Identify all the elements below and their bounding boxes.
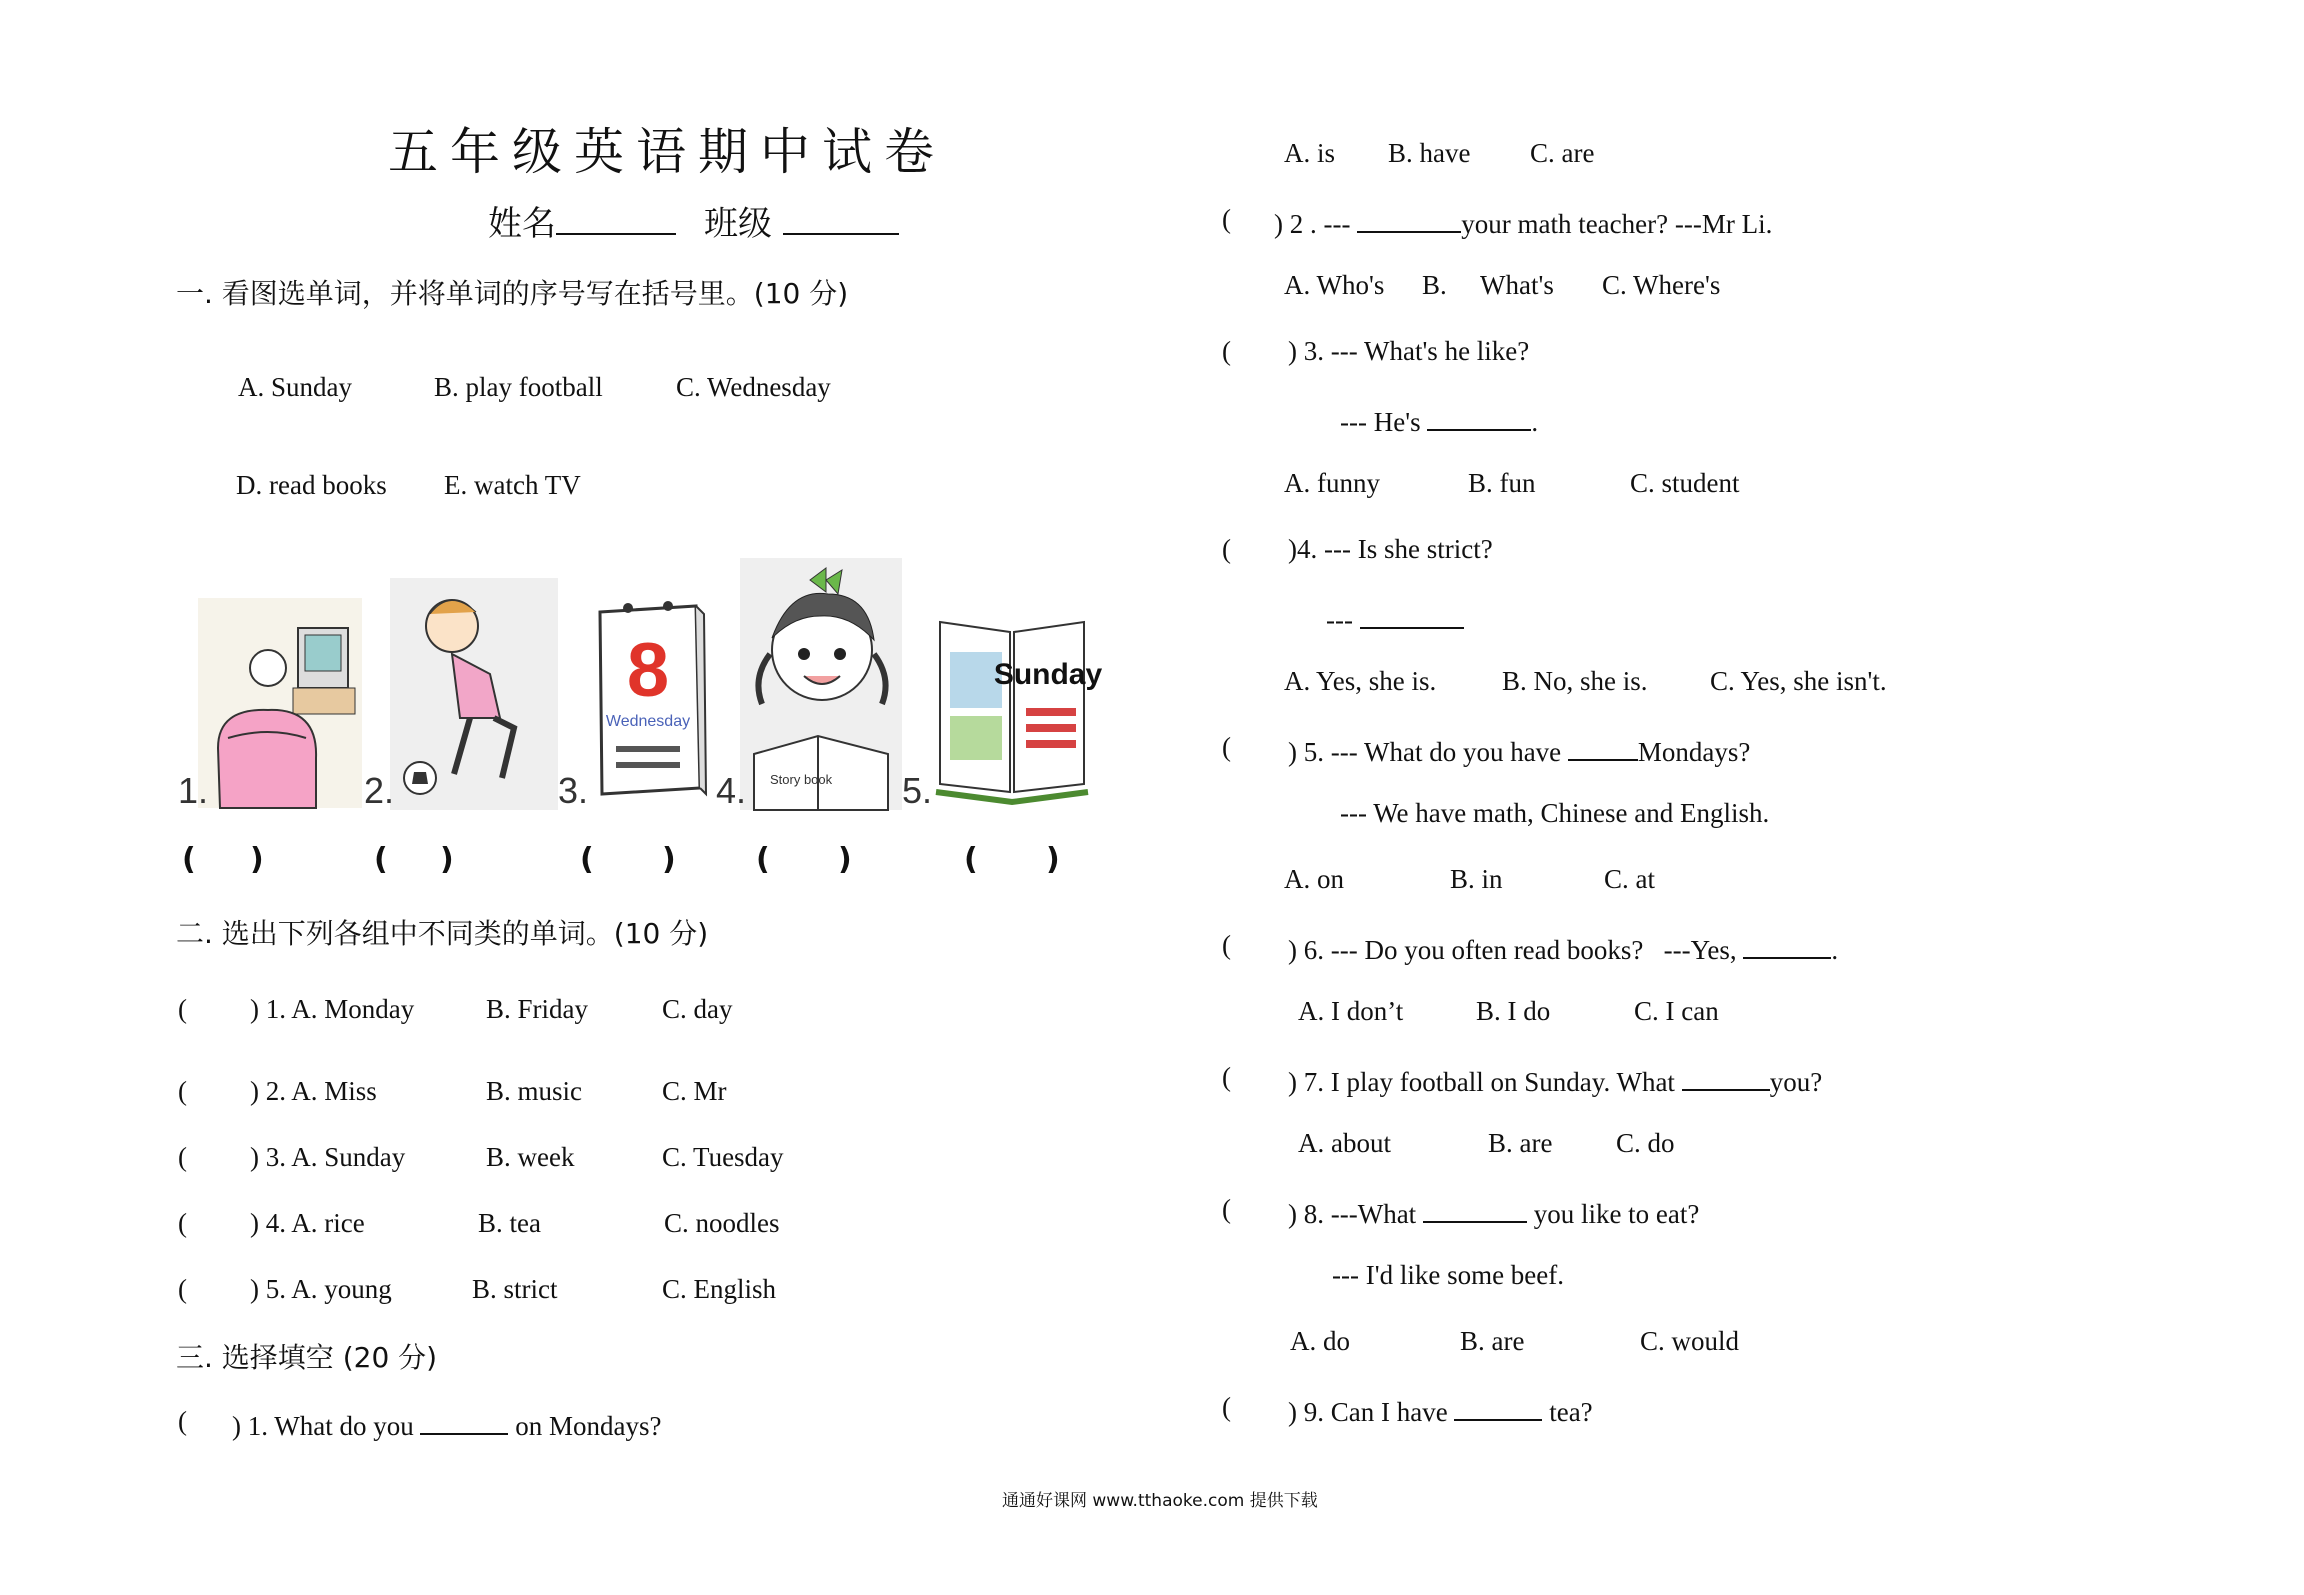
s3-q4-option-b: B. No, she is. — [1502, 666, 1648, 696]
s3-q8-paren: ( — [1222, 1194, 1231, 1224]
s3-q3-paren: ( — [1222, 336, 1231, 366]
answer-paren-4-open: ( — [756, 842, 770, 877]
s3-q9-pre: ) 9. Can I have — [1288, 1397, 1448, 1427]
option-d: D. read books — [236, 470, 387, 500]
s3-q9-paren: ( — [1222, 1392, 1231, 1422]
s2-q5-b: B. strict — [472, 1274, 558, 1304]
option-b: B. play football — [434, 372, 603, 402]
s2-q5-c: C. English — [662, 1274, 777, 1304]
play-football-picture — [390, 578, 558, 810]
s2-q1-paren: ( — [178, 994, 187, 1024]
story-book-label: Story book — [770, 772, 833, 787]
s3-q8 — [1288, 1194, 1699, 1230]
s3-q5-option-a: A. on — [1284, 864, 1344, 894]
s3-q6-option-b: B. I do — [1476, 996, 1551, 1026]
s3-q2-paren: ( — [1222, 204, 1231, 234]
s3-q9-blank[interactable] — [1454, 1392, 1542, 1421]
answer-paren-1-open: ( — [182, 842, 196, 877]
s3-q6-mid: ---Yes, — [1663, 935, 1737, 965]
section2-heading: 二. 选出下列各组中不同类的单词。(10 分) — [176, 917, 709, 950]
answer-paren-2-close: ) — [440, 842, 454, 877]
class-label: 班级 — [704, 204, 772, 244]
s3-q2-post: your math teacher? ---Mr Li. — [1461, 209, 1773, 239]
s3-q9 — [1288, 1392, 1593, 1428]
s3-q4-text: )4. --- Is she strict? — [1288, 534, 1493, 564]
s3-q2-option-c: C. Where's — [1602, 270, 1721, 300]
s3-q4-paren: ( — [1222, 534, 1231, 564]
s3-q6-blank[interactable] — [1743, 930, 1831, 959]
picture-number-2: 2. — [364, 770, 395, 811]
s3-q1-option-a: A. is — [1284, 138, 1336, 168]
s3-q6-pre: ) 6. --- Do you often read books? — [1288, 935, 1644, 965]
s2-q2-a: ) 2. A. Miss — [250, 1076, 377, 1106]
class-field — [704, 196, 899, 245]
s2-q4-b: B. tea — [478, 1208, 541, 1238]
picture-number-3: 3. — [558, 770, 589, 811]
s3-q5 — [1288, 732, 1750, 768]
answer-paren-1-close: ) — [250, 842, 264, 877]
s3-q2 — [1274, 204, 1772, 240]
answer-paren-2-open: ( — [374, 842, 388, 877]
answer-paren-5-open: ( — [964, 842, 978, 877]
s2-q5-a: ) 5. A. young — [250, 1274, 392, 1304]
s3-q5-blank[interactable] — [1568, 732, 1638, 761]
picture-number-4: 4. — [716, 770, 747, 811]
s3-q2-option-b-word: What's — [1480, 270, 1554, 300]
s3-q8-option-a: A. do — [1290, 1326, 1350, 1356]
s3-q8-post: you like to eat? — [1533, 1199, 1700, 1229]
read-books-picture — [740, 558, 902, 810]
s3-q4-option-c: C. Yes, she isn't. — [1710, 666, 1887, 696]
s3-q4-answer-pre: --- — [1326, 605, 1353, 635]
picture-number-1: 1. — [178, 770, 209, 811]
s2-q4-c: C. noodles — [664, 1208, 780, 1238]
watch-tv-picture — [198, 598, 362, 808]
s3-q7-blank[interactable] — [1682, 1062, 1770, 1091]
option-a: A. Sunday — [238, 372, 352, 402]
name-label: 姓名 — [488, 204, 556, 244]
class-blank[interactable] — [783, 199, 899, 235]
s2-q3-paren: ( — [178, 1142, 187, 1172]
answer-paren-3-open: ( — [580, 842, 594, 877]
s3-q5-pre: ) 5. --- What do you have — [1288, 737, 1562, 767]
option-e: E. watch TV — [444, 470, 581, 500]
s3-q6-option-a: A. I don’t — [1298, 996, 1404, 1026]
calendar-number: 8 — [626, 628, 670, 713]
page-title: 五年级英语期中试卷 — [388, 123, 946, 181]
s2-q3-c: C. Tuesday — [662, 1142, 784, 1172]
s3-q1 — [232, 1406, 661, 1442]
s3-q5-answer: --- We have math, Chinese and English. — [1340, 798, 1770, 828]
s3-q5-post: Mondays? — [1637, 737, 1751, 767]
s3-q3-answer-pre: --- He's — [1340, 407, 1421, 437]
s3-q1-option-b: B. have — [1388, 138, 1471, 168]
s2-q2-b: B. music — [486, 1076, 583, 1106]
picture-number-5: 5. — [902, 770, 933, 811]
s3-q7-option-a: A. about — [1298, 1128, 1391, 1158]
s2-q2-c: C. Mr — [662, 1076, 727, 1106]
answer-paren-5-close: ) — [1046, 842, 1060, 877]
s3-q8-option-b: B. are — [1460, 1326, 1525, 1356]
s3-q8-option-c: C. would — [1640, 1326, 1740, 1356]
s3-q1-blank[interactable] — [420, 1406, 508, 1435]
s3-q8-pre: ) 8. ---What — [1288, 1199, 1417, 1229]
s3-q2-option-b: B. — [1422, 270, 1447, 300]
s2-q3-b: B. week — [486, 1142, 575, 1172]
s3-q2-blank[interactable] — [1357, 204, 1461, 233]
s3-q4-answer — [1326, 600, 1464, 636]
s3-q9-post: tea? — [1549, 1397, 1593, 1427]
section1-heading: 一. 看图选单词，并将单词的序号写在括号里。(10 分) — [176, 277, 849, 310]
s3-q8-blank[interactable] — [1423, 1194, 1527, 1223]
wednesday-calendar-picture — [588, 598, 706, 802]
name-field — [488, 196, 676, 245]
s3-q6-post: . — [1831, 935, 1839, 965]
s2-q2-paren: ( — [178, 1076, 187, 1106]
footer-source: 通通好课网 www.tthaoke.com 提供下载 — [1002, 1491, 1318, 1511]
s3-q5-option-c: C. at — [1604, 864, 1655, 894]
option-c: C. Wednesday — [676, 372, 831, 402]
s3-q6-paren: ( — [1222, 930, 1231, 960]
section3-heading: 三. 选择填空 (20 分) — [176, 1341, 438, 1374]
s3-q1-option-c: C. are — [1530, 138, 1595, 168]
s3-q3-blank[interactable] — [1427, 402, 1531, 431]
name-blank[interactable] — [556, 199, 676, 235]
s2-q1-a: ) 1. A. Monday — [250, 994, 415, 1024]
s2-q3-a: ) 3. A. Sunday — [250, 1142, 406, 1172]
sunday-book-picture — [936, 612, 1103, 804]
answer-paren-3-close: ) — [662, 842, 676, 877]
answer-paren-4-close: ) — [838, 842, 852, 877]
s3-q1-pre: ) 1. What do you — [232, 1411, 414, 1441]
s3-q5-option-b: B. in — [1450, 864, 1503, 894]
s3-q3-answer — [1340, 402, 1538, 438]
s3-q2-pre: ) 2 . --- — [1274, 209, 1351, 239]
s3-q3-option-a: A. funny — [1284, 468, 1380, 498]
s2-q4-a: ) 4. A. rice — [250, 1208, 365, 1238]
s3-q7-option-b: B. are — [1488, 1128, 1553, 1158]
s3-q7 — [1288, 1062, 1822, 1098]
s3-q3-answer-post: . — [1531, 407, 1539, 437]
s3-q1-paren: ( — [178, 1406, 187, 1436]
s2-q5-paren: ( — [178, 1274, 187, 1304]
s2-q1-b: B. Friday — [486, 994, 589, 1024]
s3-q3-text: ) 3. --- What's he like? — [1288, 336, 1530, 366]
s3-q7-pre: ) 7. I play football on Sunday. What — [1288, 1067, 1675, 1097]
sunday-label: Sunday — [993, 658, 1103, 691]
s3-q6 — [1288, 930, 1838, 966]
s3-q7-option-c: C. do — [1616, 1128, 1675, 1158]
s3-q7-paren: ( — [1222, 1062, 1231, 1092]
s3-q8-answer: --- I'd like some beef. — [1332, 1260, 1565, 1290]
s3-q3-option-c: C. student — [1630, 468, 1740, 498]
calendar-day: Wednesday — [605, 713, 691, 730]
s2-q1-c: C. day — [662, 994, 733, 1024]
s3-q3-option-b: B. fun — [1468, 468, 1536, 498]
s3-q7-post: you? — [1769, 1067, 1823, 1097]
s3-q2-option-a: A. Who's — [1284, 270, 1385, 300]
s3-q6-option-c: C. I can — [1634, 996, 1719, 1026]
s3-q1-post: on Mondays? — [515, 1411, 662, 1441]
s3-q4-blank[interactable] — [1360, 600, 1464, 629]
s2-q4-paren: ( — [178, 1208, 187, 1238]
s3-q4-option-a: A. Yes, she is. — [1284, 666, 1437, 696]
s3-q5-paren: ( — [1222, 732, 1231, 762]
